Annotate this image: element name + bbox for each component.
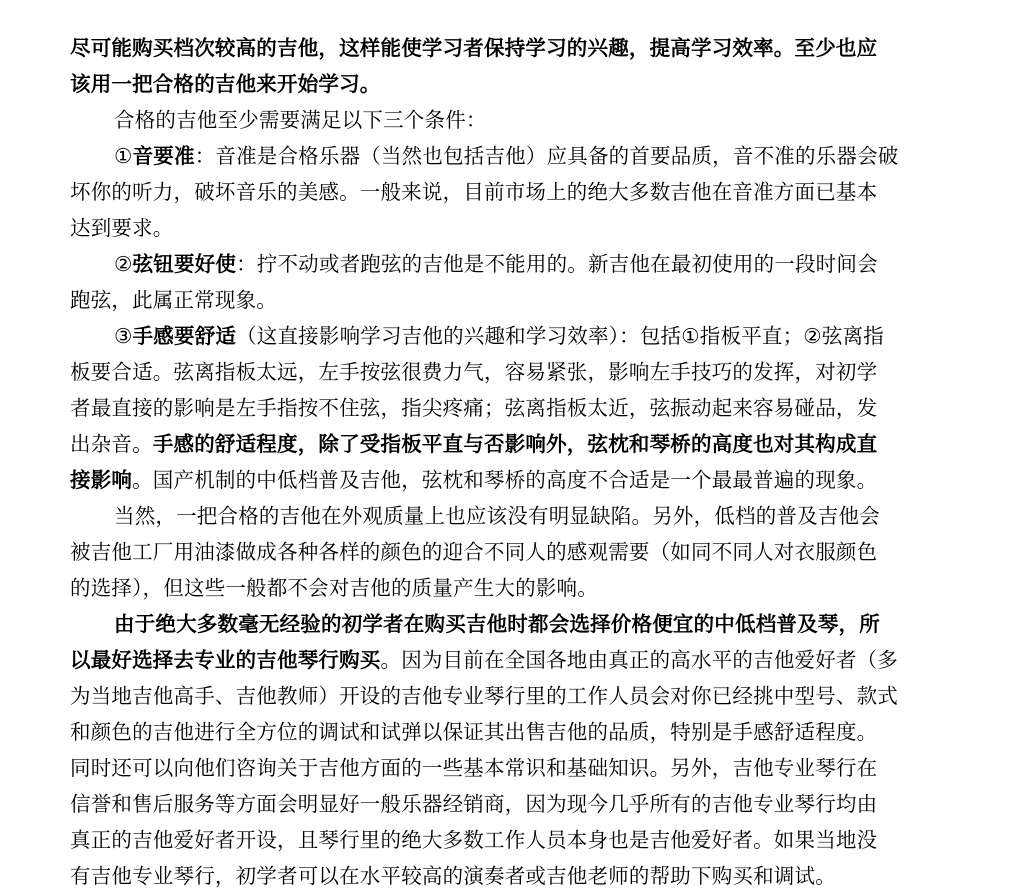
text-line: [70, 534, 956, 570]
document-page: [70, 30, 956, 894]
bold-text-segment: 音要准: [132, 144, 195, 168]
bold-text-segment: 由于绝大多数毫无经验的初学者在购买吉他时都会选择价格便宜的中低档普及琴，所: [114, 612, 880, 636]
text-line: [70, 66, 956, 102]
text-segment: 坏你的听力，破坏音乐的美感。一般来说，目前市场上的绝大多数吉他在音准方面已基本: [70, 180, 878, 204]
text-segment: 有吉他专业琴行，初学者可以在水平较高的演奏者或吉他老师的帮助下购买和调试。: [70, 864, 836, 888]
text-line: [70, 822, 956, 858]
text-line: [70, 354, 956, 390]
text-segment: 。国产机制的中低档普及吉他，弦枕和琴桥的高度不合适是一个最最普遍的现象。: [132, 468, 878, 492]
text-segment: 为当地吉他高手、吉他教师）开设的吉他专业琴行里的工作人员会对你已经挑中型号、款式: [70, 684, 898, 708]
bold-text-segment: 弦钮要好使: [132, 252, 237, 276]
text-segment: 合格的吉他至少需要满足以下三个条件：: [114, 108, 487, 132]
text-line: [70, 30, 956, 66]
text-segment: 信誉和售后服务等方面会明显好一般乐器经销商，因为现今几乎所有的吉他专业琴行均由: [70, 792, 878, 816]
bold-text-segment: 以最好选择去专业的吉他琴行购买: [70, 648, 381, 672]
text-segment: ①: [114, 144, 133, 168]
text-line: [70, 498, 956, 534]
bold-text-segment: 手感要舒适: [132, 324, 237, 348]
text-segment: 真正的吉他爱好者开设，且琴行里的绝大多数工作人员本身也是吉他爱好者。如果当地没: [70, 828, 878, 852]
text-segment: 达到要求。: [70, 216, 174, 240]
text-line: [70, 858, 956, 894]
text-segment: （这直接影响学习吉他的兴趣和学习效率）：包括①指板平直；②弦离指: [236, 324, 884, 348]
text-line: [70, 678, 956, 714]
text-segment: 。因为目前在全国各地由真正的高水平的吉他爱好者（多: [380, 648, 898, 672]
text-line: [70, 714, 956, 750]
text-segment: 当然，一把合格的吉他在外观质量上也应该没有明显缺陷。另外，低档的普及吉他会: [114, 504, 880, 528]
text-line: [70, 174, 956, 210]
text-segment: ②: [114, 252, 133, 276]
text-line: [70, 642, 956, 678]
text-segment: 和颜色的吉他进行全方位的调试和试弹以保证其出售吉他的品质，特别是手感舒适程度。: [70, 720, 878, 744]
text-segment: 的选择），但这些一般都不会对吉他的质量产生大的影响。: [70, 576, 598, 600]
text-segment: 者最直接的影响是左手指按不住弦，指尖疼痛；弦离指板太近，弦振动起来容易碰品，发: [70, 396, 878, 420]
text-line: [70, 462, 956, 498]
text-line: [70, 750, 956, 786]
text-line: [70, 246, 956, 282]
bold-text-segment: 尽可能购买档次较高的吉他，这样能使学习者保持学习的兴趣，提高学习效率。至少也应: [70, 36, 878, 60]
text-line: [70, 282, 956, 318]
text-line: [70, 390, 956, 426]
text-line: [70, 426, 956, 462]
text-segment: 出杂音。: [70, 432, 153, 456]
text-segment: ：音准是合格乐器（当然也包括吉他）应具备的首要品质，音不准的乐器会破: [194, 144, 899, 168]
text-segment: 被吉他工厂用油漆做成各种各样的颜色的迎合不同人的感观需要（如同不同人对衣服颜色: [70, 540, 878, 564]
text-segment: 板要合适。弦离指板太远，左手按弦很费力气，容易紧张，影响左手技巧的发挥，对初学: [70, 360, 878, 384]
text-line: [70, 138, 956, 174]
text-line: [70, 318, 956, 354]
text-segment: 同时还可以向他们咨询关于吉他方面的一些基本常识和基础知识。另外，吉他专业琴行在: [70, 756, 878, 780]
bold-text-segment: 该用一把合格的吉他来开始学习。: [70, 72, 381, 96]
text-segment: 跑弦，此属正常现象。: [70, 288, 277, 312]
text-line: [70, 570, 956, 606]
text-line: [70, 606, 956, 642]
text-segment: ：拧不动或者跑弦的吉他是不能用的。新吉他在最初使用的一段时间会: [236, 252, 878, 276]
bold-text-segment: 接影响: [70, 468, 133, 492]
text-line: [70, 210, 956, 246]
text-segment: ③: [114, 324, 133, 348]
text-line: [70, 102, 956, 138]
text-line: [70, 786, 956, 822]
bold-text-segment: 手感的舒适程度，除了受指板平直与否影响外，弦枕和琴桥的高度也对其构成直: [152, 432, 878, 456]
